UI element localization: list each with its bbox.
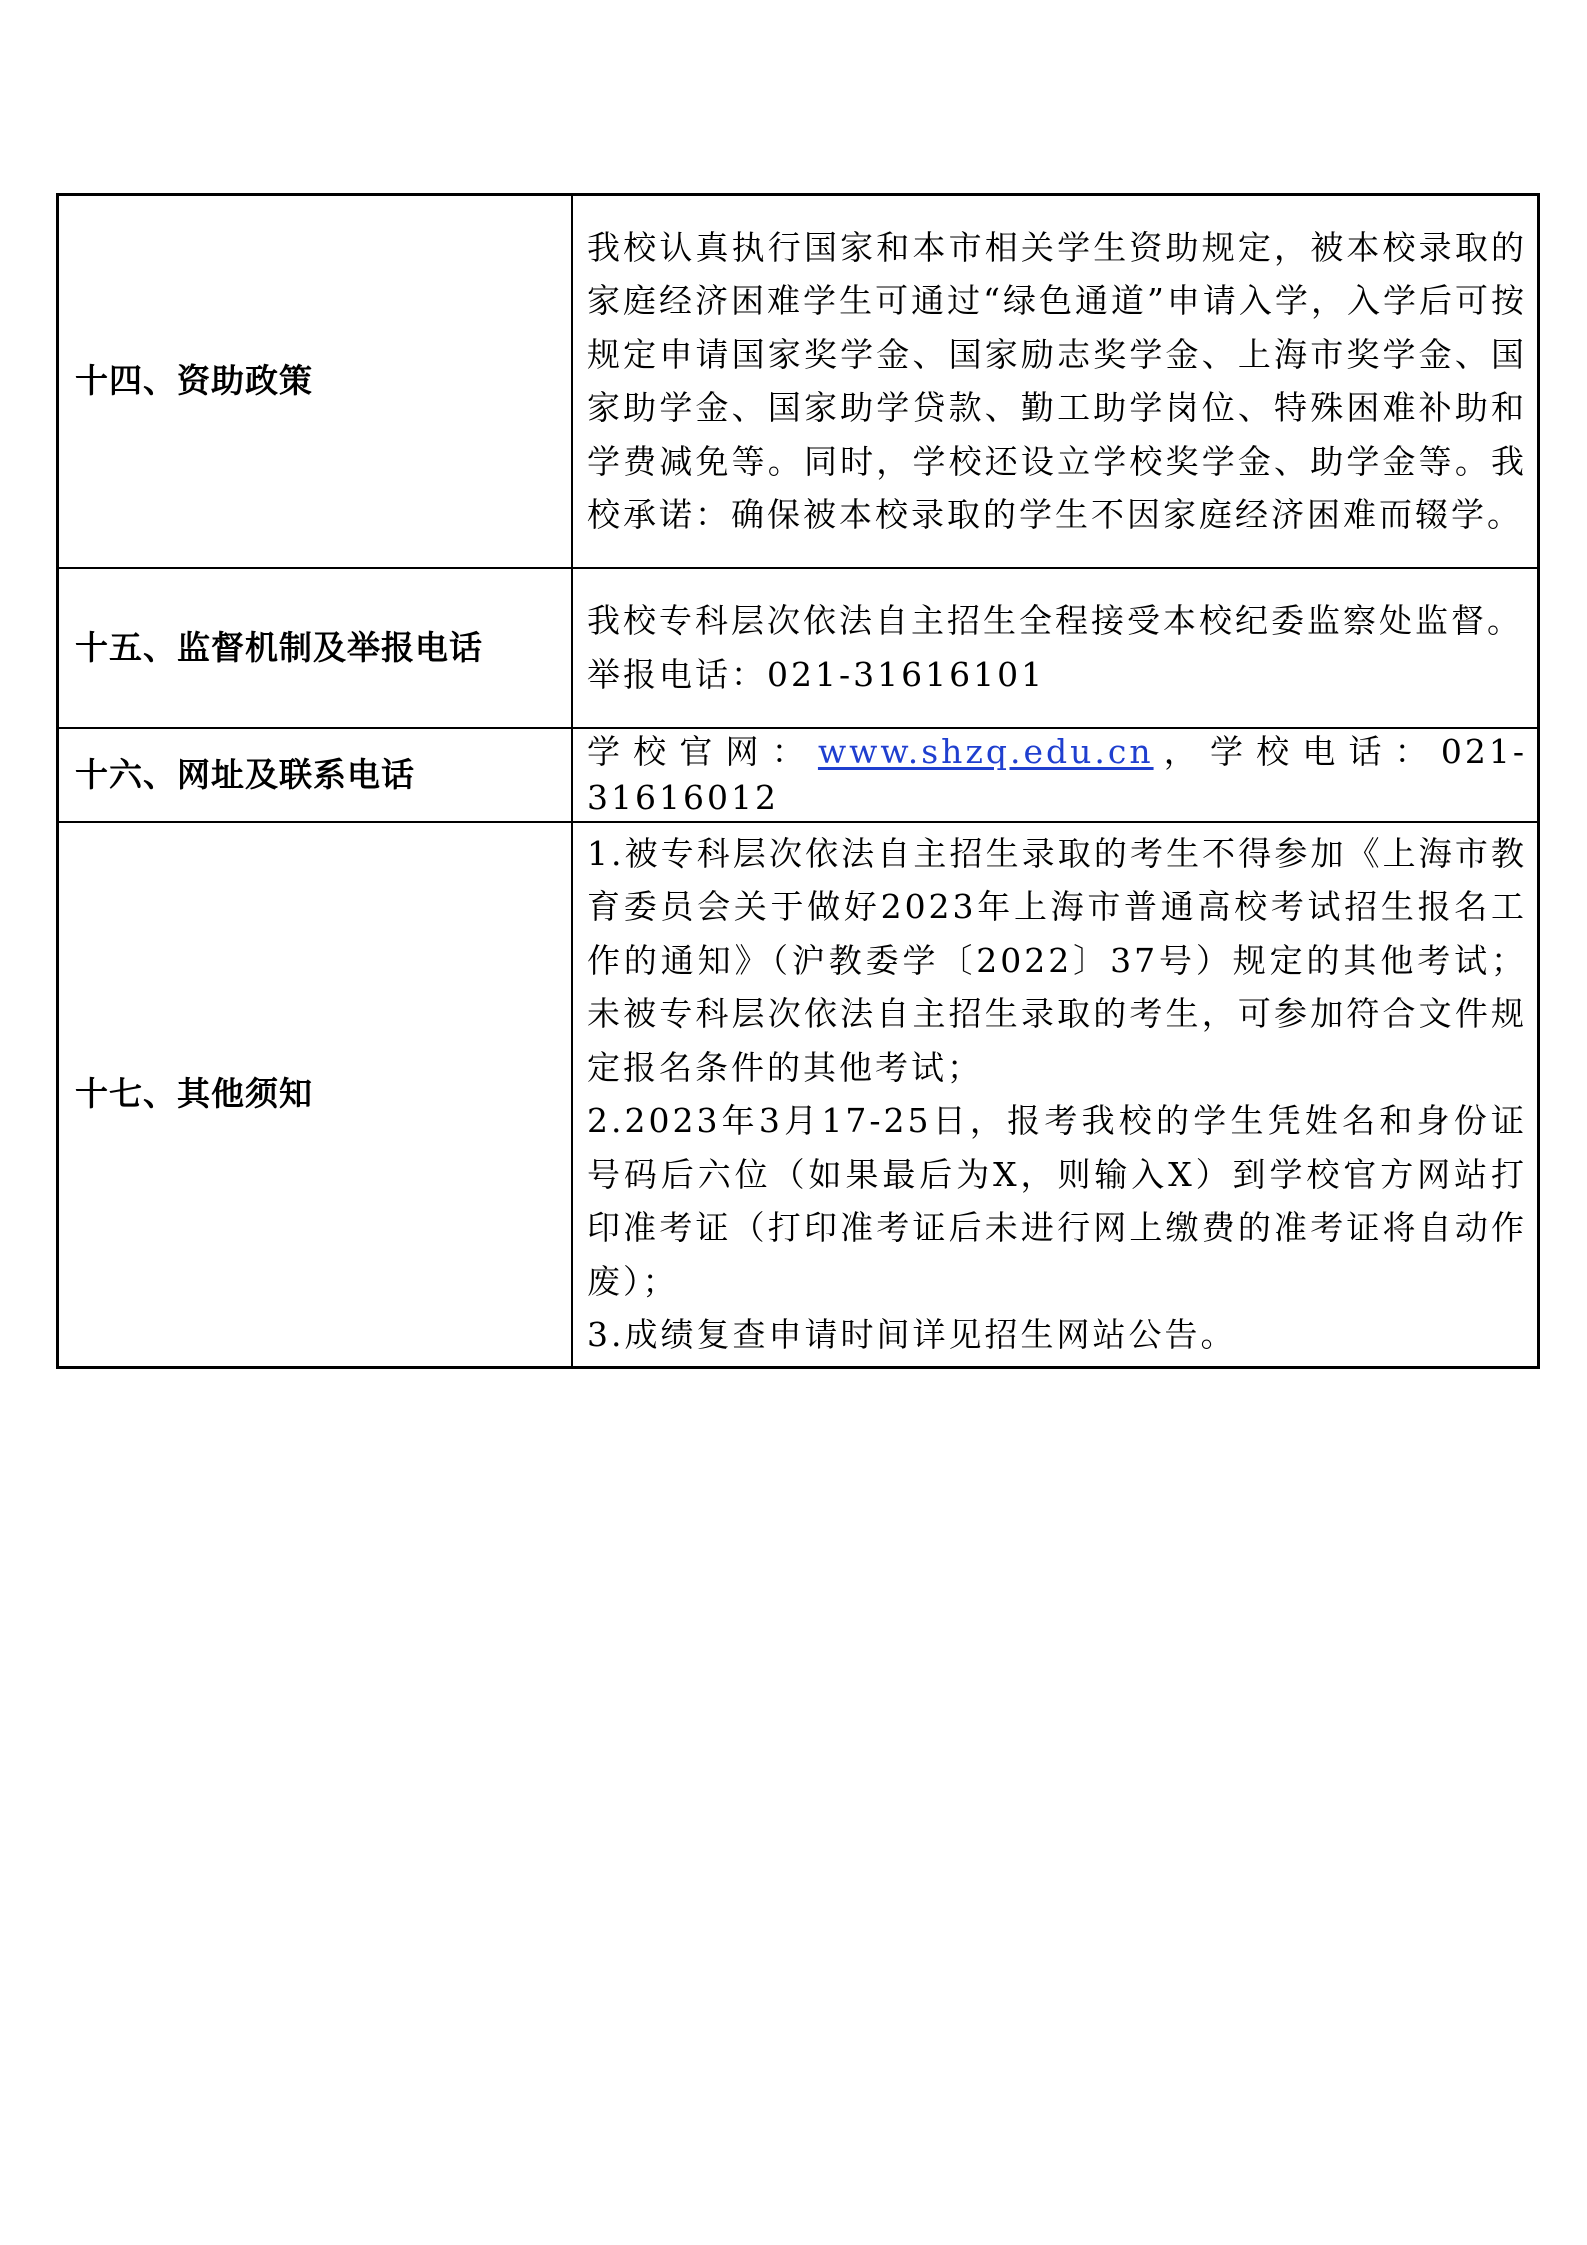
row-label: 十七、其他须知 (58, 822, 573, 1368)
paragraph: 我校专科层次依法自主招生全程接受本校纪委监察处监督。 (587, 601, 1523, 640)
row-content (572, 568, 1539, 728)
row-content (572, 195, 1539, 568)
table-row-financial-aid (58, 195, 1539, 568)
paragraph: 我校认真执行国家和本市相关学生资助规定，被本校录取的家庭经济困难学生可通过“绿色通道”申请入学，入学后可按规定申请国家奖学金、国家励志奖学金、上海市奖学金、国家助学金、国家助学贷款、勤工助学岗位、特殊困难补助和学费减免等。同时，学校还设立学校奖学金、助学金等。我校承诺：确保被本校录取的学生不因家庭经济困难而辍学。 (587, 227, 1527, 535)
row-content (572, 728, 1539, 822)
row-content (572, 822, 1539, 1368)
contact-phone: ，学校电话：021-31616012 (587, 731, 1528, 817)
table-row-other-notes (58, 822, 1539, 1368)
row-label: 十六、网址及联系电话 (58, 728, 573, 822)
website-prefix: 学校官网： (587, 731, 818, 771)
table-row-contact (58, 728, 1539, 822)
row-label: 十五、监督机制及举报电话 (58, 568, 573, 728)
note-item: 3.成绩复查申请时间详见招生网站公告。 (587, 1315, 1237, 1354)
table-row-supervision (58, 568, 1539, 728)
website-link[interactable]: www.shzq.edu.cn (817, 731, 1154, 771)
row-label: 十四、资助政策 (58, 195, 573, 568)
hotline-text: 举报电话：021-31616101 (587, 654, 1046, 694)
info-table (56, 193, 1540, 1369)
note-item: 2.2023年3月17-25日，报考我校的学生凭姓名和身份证号码后六位（如果最后为X，则输入X）到学校官方网站打印准考证（打印准考证后未进行网上缴费的准考证将自动作废）； (587, 1101, 1527, 1301)
note-item: 1.被专科层次依法自主招生录取的考生不得参加《上海市教育委员会关于做好2023年上海市普通高校考试招生报名工作的通知》（沪教委学〔2022〕37号）规定的其他考试；未被专科层次依法自主招生录取的考生，可参加符合文件规定报名条件的其他考试； (587, 833, 1527, 1087)
